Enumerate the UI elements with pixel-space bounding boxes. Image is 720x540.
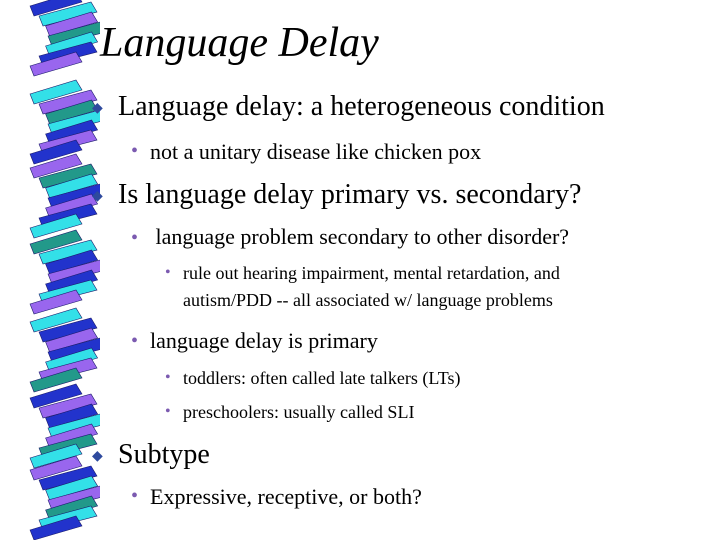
bullet-text: rule out hearing impairment, mental retardation, and: [183, 263, 560, 283]
spiral-coil: [30, 154, 100, 238]
bullet-text: Is language delay primary vs. secondary?: [118, 179, 582, 210]
bullet-diamond-icon: ◆: [92, 189, 103, 204]
bullet-text: not a unitary disease like chicken pox: [150, 139, 482, 164]
bullet-dot-icon: •: [131, 227, 139, 249]
bullet-dot-icon: •: [165, 403, 171, 420]
bullet-diamond-icon: ◆: [92, 449, 103, 464]
bullet-text: toddlers: often called late talkers (LTs): [183, 368, 461, 388]
bullet-text: Subtype: [118, 439, 210, 470]
bullet-text: preschoolers: usually called SLI: [183, 402, 415, 422]
slide-title: Language Delay: [100, 20, 379, 66]
spiral-binding-decoration: [0, 0, 100, 540]
spiral-coil: [30, 230, 100, 314]
bullet-text: Language delay: a heterogeneous condition: [118, 91, 605, 122]
bullet-dot-icon: •: [165, 264, 171, 281]
spiral-coil: [30, 80, 100, 164]
spiral-coil: [30, 456, 100, 540]
bullet-text-continuation: autism/PDD -- all associated w/ language problems: [183, 290, 553, 310]
bullet-text: language delay is primary: [150, 328, 378, 353]
spiral-coil: [30, 308, 100, 392]
bullet-text: Expressive, receptive, or both?: [150, 484, 422, 509]
bullet-text: language problem secondary to other disorder?: [150, 224, 570, 249]
bullet-diamond-icon: ◆: [92, 101, 103, 116]
bullet-dot-icon: •: [165, 369, 171, 386]
bullet-dot-icon: •: [131, 330, 139, 352]
bullet-dot-icon: •: [131, 140, 139, 162]
bullet-dot-icon: •: [131, 485, 139, 507]
spiral-coil: [30, 384, 100, 468]
spiral-coil: [30, 0, 100, 76]
